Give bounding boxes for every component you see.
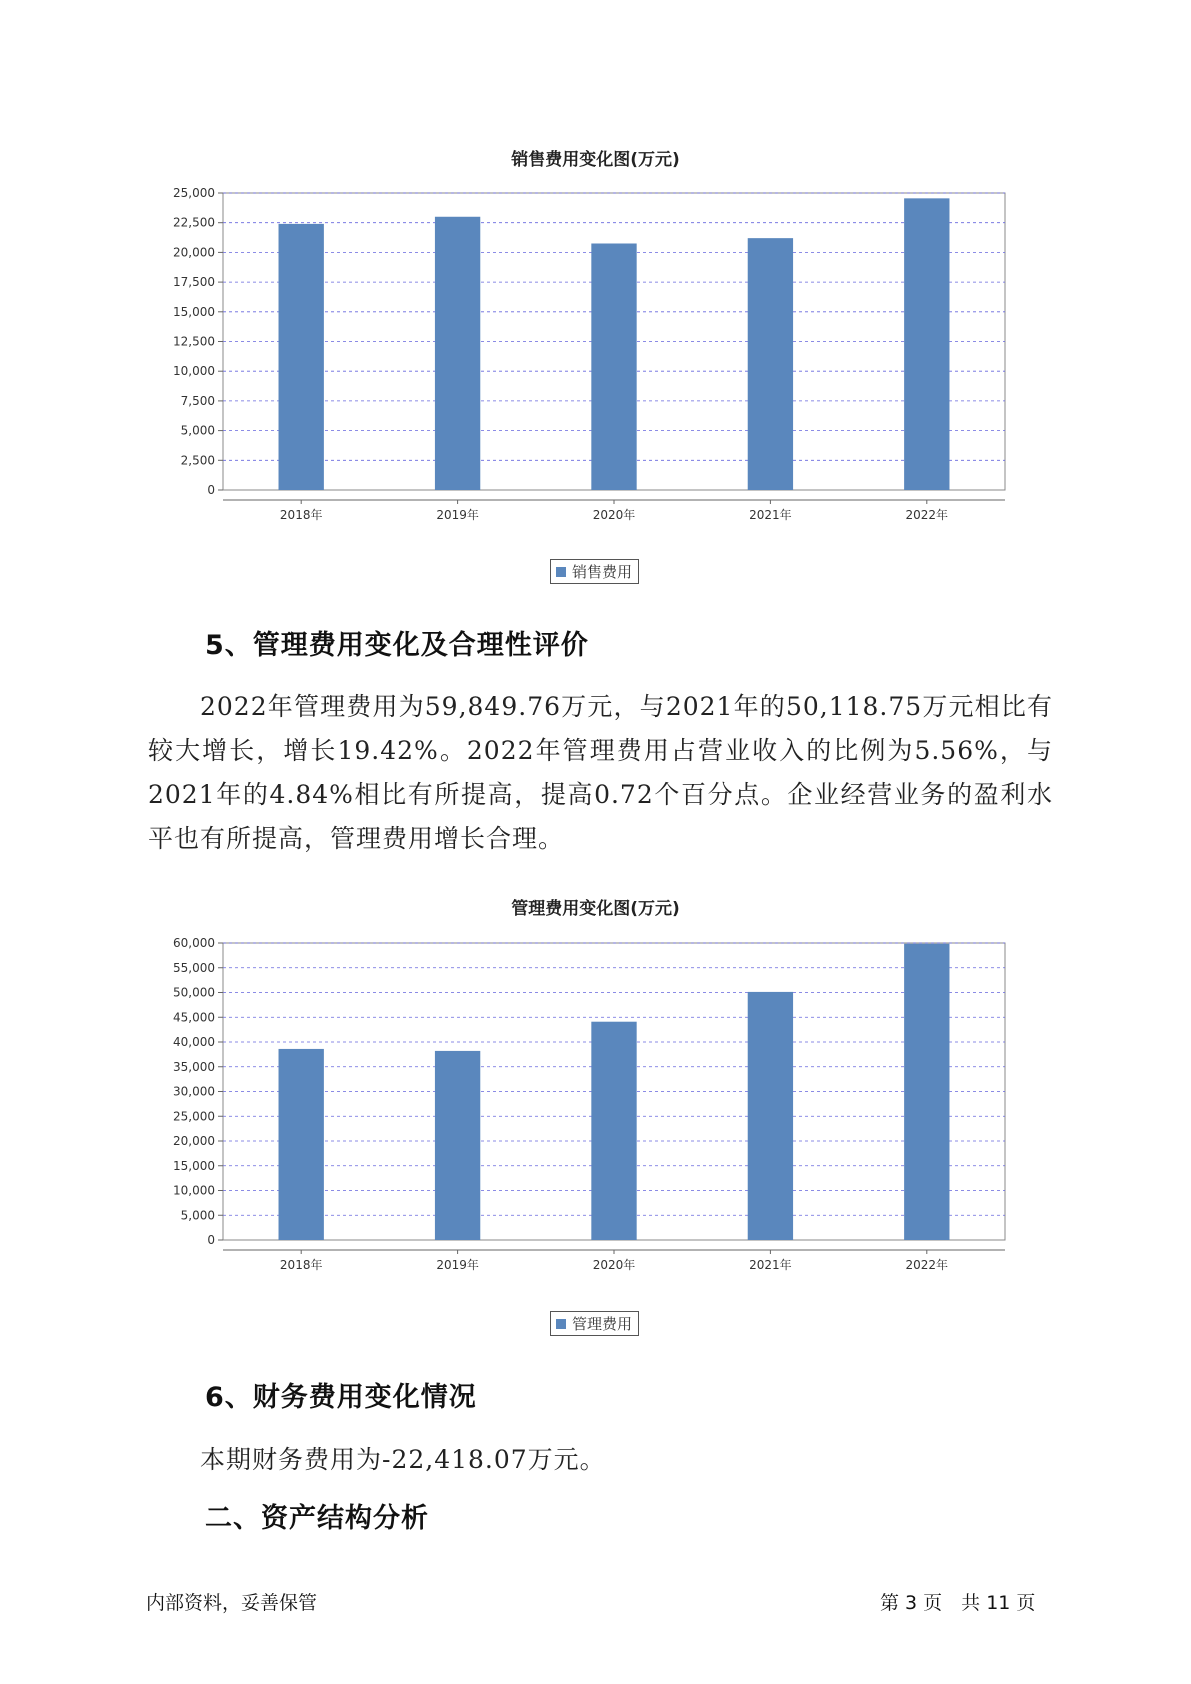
admin-chart-svg: [160, 930, 1020, 1275]
y-tick-label: 17,500: [173, 275, 215, 290]
y-tick-label: 15,000: [173, 1158, 215, 1173]
section-6-paragraph: 本期财务费用为-22,418.07万元。: [200, 1445, 606, 1474]
y-tick-label: 10,000: [173, 1183, 215, 1198]
y-tick-label: 20,000: [173, 245, 215, 260]
y-tick-label: 25,000: [173, 186, 215, 200]
admin-expense-chart: [160, 930, 1020, 1275]
y-tick-label: 40,000: [173, 1035, 215, 1049]
y-tick-label: 5,000: [180, 423, 215, 438]
y-tick-label: 30,000: [173, 1084, 215, 1099]
bar: [904, 944, 949, 1240]
y-tick-label: 5,000: [180, 1208, 215, 1223]
legend-swatch: [556, 567, 566, 577]
section-2-heading: 二、资产结构分析: [205, 1503, 429, 1534]
bar: [279, 224, 324, 490]
y-tick-label: 0: [207, 1233, 215, 1247]
bar: [435, 217, 480, 490]
x-tick-label: 2021年: [749, 1258, 792, 1272]
bar: [279, 1049, 324, 1240]
chart-legend-sales: [550, 559, 639, 584]
section-6-heading: 6、财务费用变化情况: [205, 1382, 477, 1413]
x-tick-label: 2018年: [279, 508, 323, 522]
x-tick-label: 2020年: [592, 508, 636, 522]
legend-label: 销售费用: [572, 563, 633, 581]
section-5-heading: 5、管理费用变化及合理性评价: [205, 630, 589, 661]
bar: [904, 198, 949, 490]
sales-chart-svg: [160, 180, 1020, 525]
bar: [435, 1051, 480, 1240]
y-tick-label: 35,000: [173, 1059, 215, 1074]
chart-title-sales: 销售费用变化图(万元): [511, 150, 680, 170]
x-tick-label: 2019年: [436, 1258, 479, 1272]
y-tick-label: 25,000: [173, 1109, 215, 1124]
x-tick-label: 2022年: [905, 508, 949, 522]
bar: [748, 238, 793, 490]
y-tick-label: 20,000: [173, 1134, 215, 1148]
y-tick-label: 22,500: [173, 215, 215, 230]
bar: [591, 243, 636, 490]
y-tick-label: 15,000: [173, 304, 215, 319]
y-tick-label: 2,500: [180, 453, 215, 468]
legend-swatch: [556, 1319, 566, 1329]
chart-title-admin: 管理费用变化图(万元): [511, 899, 680, 919]
y-tick-label: 7,500: [180, 393, 215, 408]
footer-page-number: 第 3 页 共 11 页: [880, 1592, 1036, 1614]
y-tick-label: 60,000: [173, 936, 215, 950]
y-tick-label: 50,000: [173, 985, 215, 1000]
x-tick-label: 2018年: [279, 1258, 323, 1272]
x-tick-label: 2021年: [749, 508, 792, 522]
sales-expense-chart: [160, 180, 1020, 525]
section-5-paragraph: 2022年管理费用为59,849.76万元，与2021年的50,118.75万元相比有较大增长，增长19.42%。2022年管理费用占营业收入的比例为5.56%，与2021年的4.84%相比有所提高，提高0.72个百分点。企业经营业务的盈利水平也有所提高，管理费用增长合理。: [148, 692, 1053, 853]
x-tick-label: 2020年: [592, 1258, 636, 1272]
x-tick-label: 2022年: [905, 1258, 949, 1272]
y-tick-label: 55,000: [173, 960, 215, 975]
footer-confidential: 内部资料，妥善保管: [146, 1592, 318, 1614]
y-tick-label: 12,500: [173, 334, 215, 349]
x-tick-label: 2019年: [436, 508, 479, 522]
chart-legend-admin: [550, 1311, 639, 1336]
legend-label: 管理费用: [572, 1315, 633, 1333]
y-tick-label: 10,000: [173, 364, 215, 379]
bar: [591, 1022, 636, 1240]
y-tick-label: 0: [207, 483, 215, 497]
bar: [748, 992, 793, 1240]
y-tick-label: 45,000: [173, 1010, 215, 1025]
